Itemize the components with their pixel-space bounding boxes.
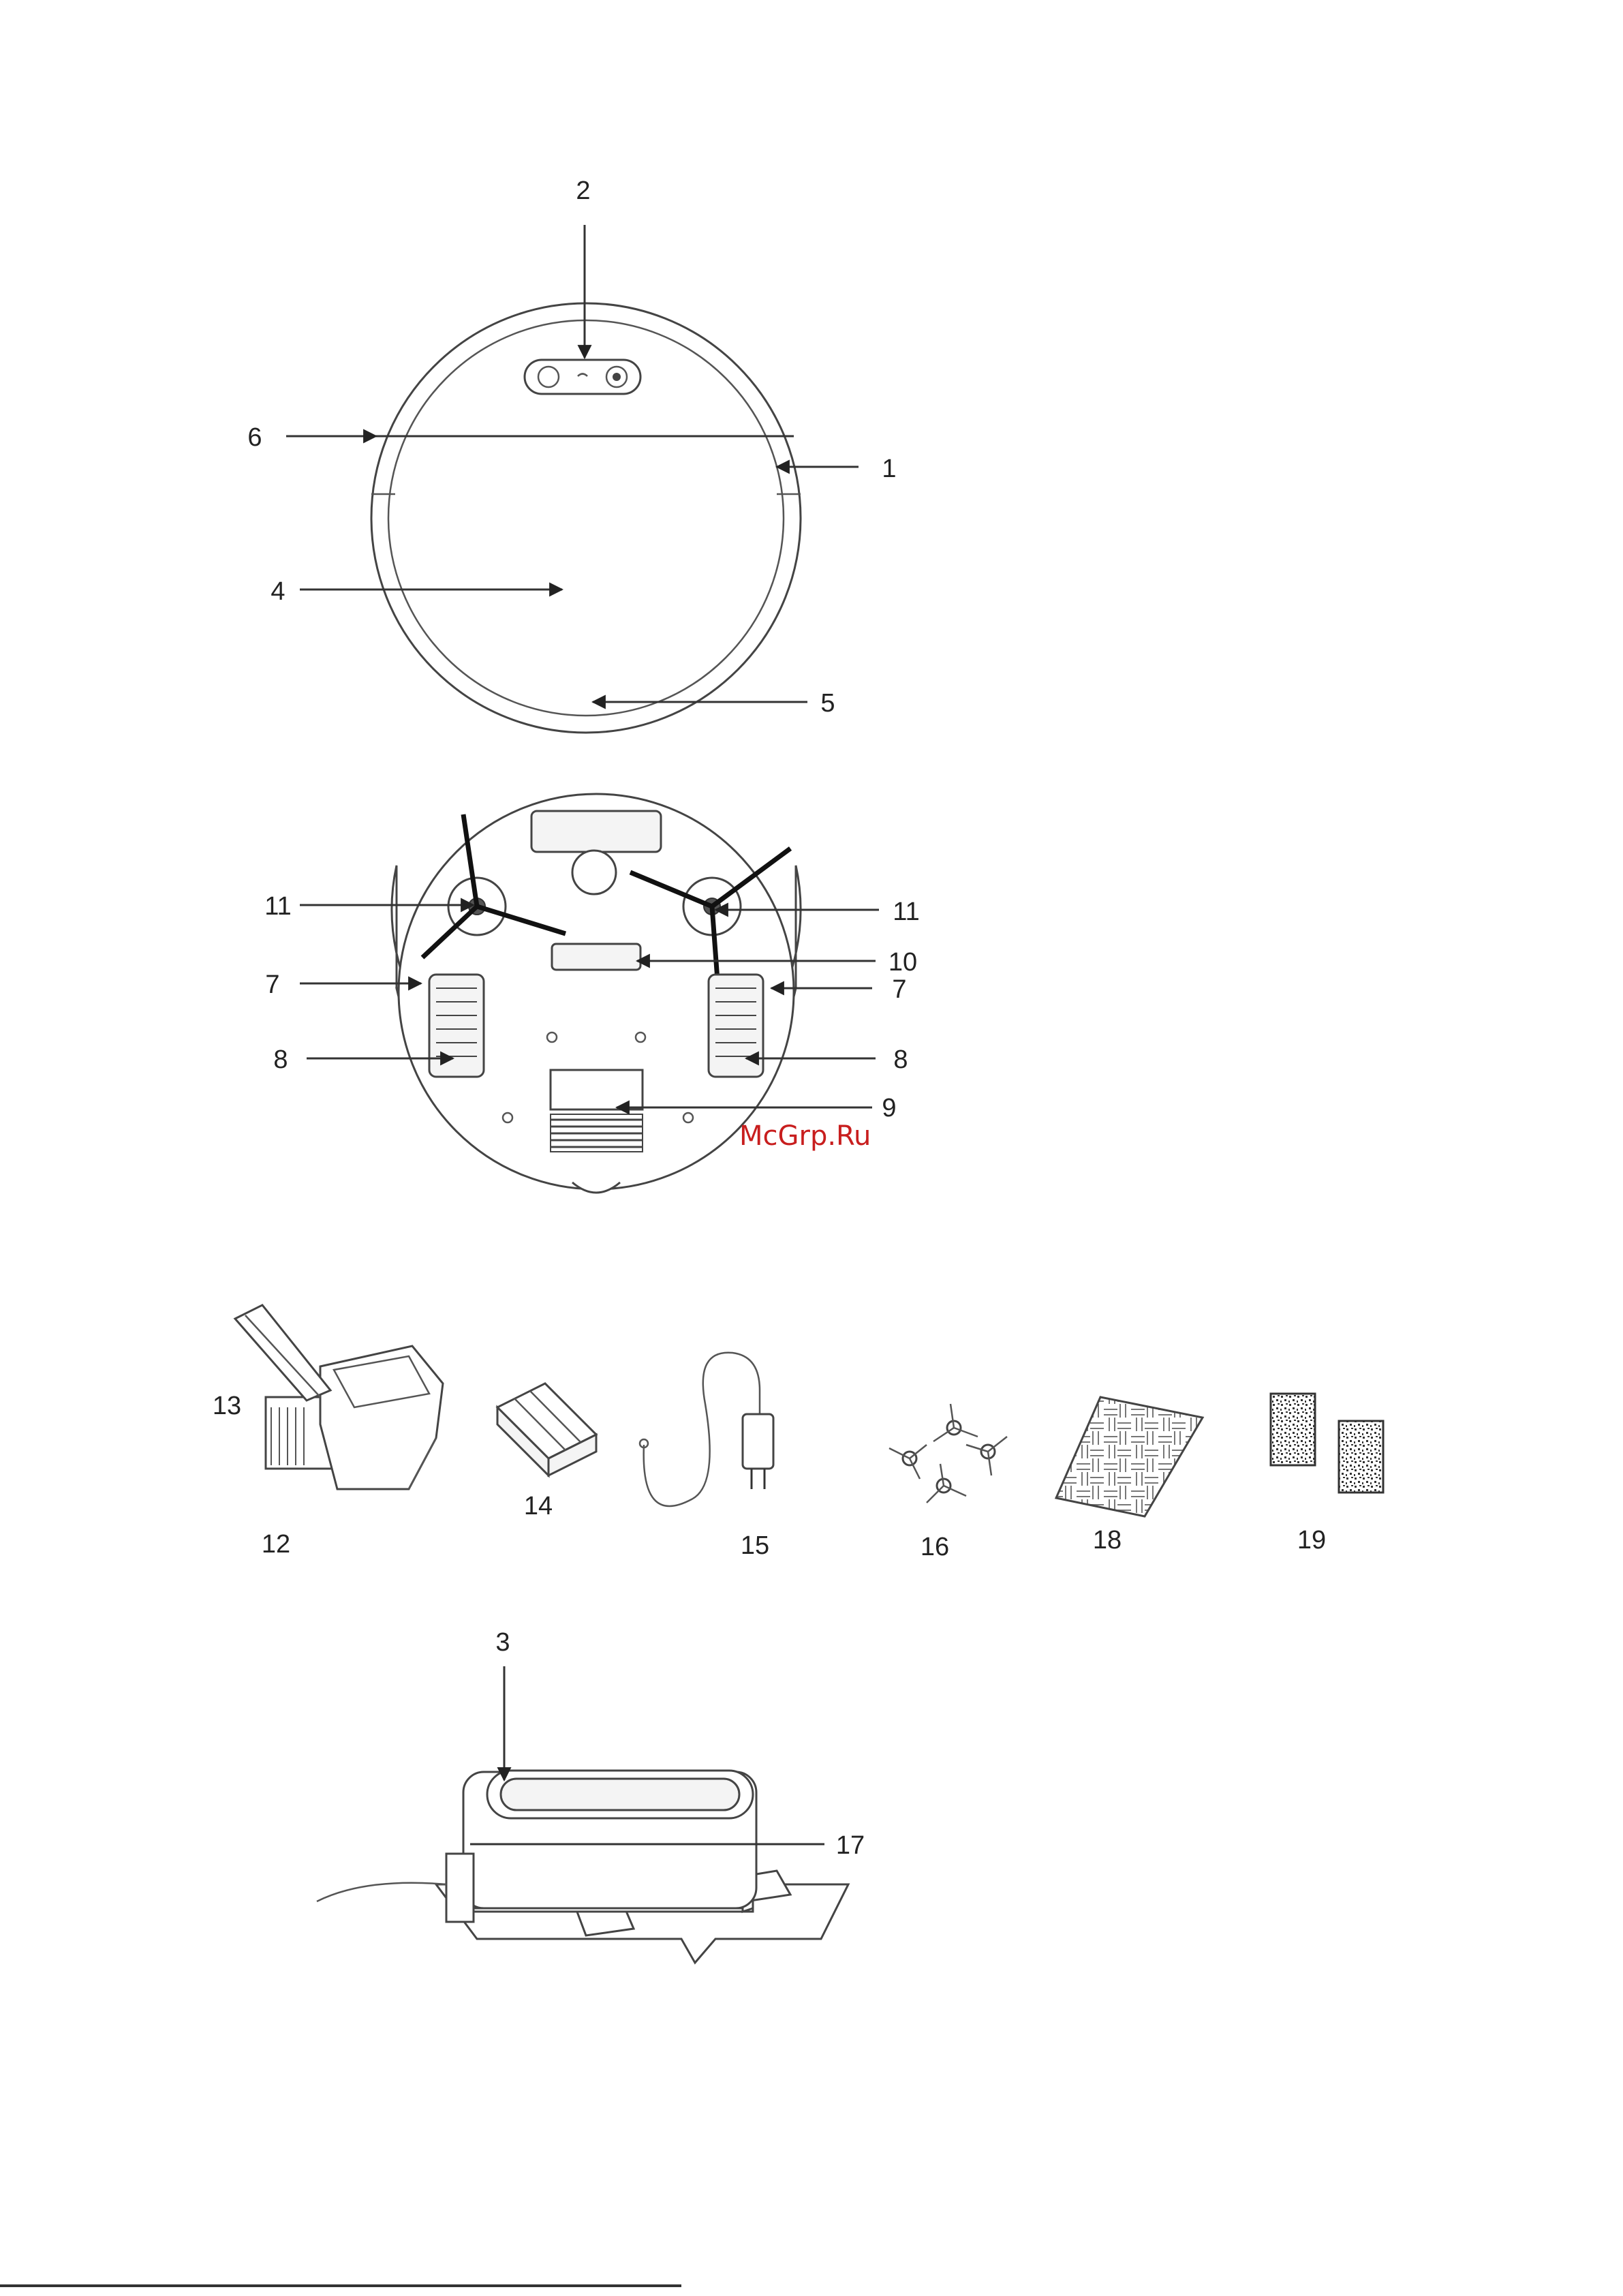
- front-caster-wheel: [572, 851, 616, 894]
- side-brush-spare-a: [933, 1404, 978, 1441]
- dock-cable-port: [446, 1854, 474, 1922]
- callout-2: 2: [576, 177, 591, 205]
- accessories-row: [213, 1305, 1383, 1561]
- spare-filter-b: [1339, 1421, 1383, 1493]
- air-vent-grille: [551, 1114, 643, 1152]
- callout-4: 4: [270, 577, 285, 606]
- callout-7-left: 7: [265, 970, 280, 999]
- callout-15: 15: [740, 1531, 770, 1560]
- battery-pack: [497, 1383, 596, 1520]
- mop-pad: [1056, 1397, 1203, 1555]
- side-brush-spare-c: [889, 1445, 927, 1479]
- callout-8-right: 8: [893, 1045, 908, 1074]
- callout-3: 3: [495, 1628, 510, 1657]
- spare-filter-a: [1271, 1394, 1315, 1465]
- charging-dock: [317, 1628, 865, 1963]
- callout-1: 1: [882, 455, 897, 483]
- main-brush-slot: [552, 944, 640, 970]
- callout-14: 14: [523, 1492, 553, 1520]
- drive-wheel-right: [709, 975, 763, 1077]
- callout-6: 6: [247, 423, 262, 452]
- side-brush-spare-b: [966, 1437, 1007, 1475]
- callout-5: 5: [820, 689, 835, 718]
- callout-11-left: 11: [264, 892, 292, 921]
- callout-10: 10: [888, 948, 918, 977]
- callout-8-left: 8: [273, 1045, 288, 1074]
- callout-7-right: 7: [892, 975, 907, 1004]
- charging-contacts: [531, 811, 661, 852]
- watermark: McGrp.Ru: [739, 1120, 871, 1152]
- rear-notch: [572, 1182, 620, 1193]
- callout-19: 19: [1297, 1526, 1327, 1555]
- battery-cover: [551, 1070, 643, 1109]
- callout-11-right: 11: [893, 898, 920, 926]
- power-adapter: [640, 1353, 773, 1560]
- dustbin-body: [320, 1346, 443, 1489]
- callout-18: 18: [1092, 1526, 1122, 1555]
- spare-filters: [1271, 1394, 1383, 1555]
- callout-16: 16: [920, 1533, 950, 1561]
- control-panel: [525, 360, 640, 394]
- side-brushes: [889, 1404, 1007, 1561]
- side-brush-spare-d: [927, 1464, 966, 1503]
- robot-top-view: [247, 177, 896, 733]
- dustbin-with-filter: [213, 1305, 443, 1559]
- adapter-plug: [743, 1414, 773, 1469]
- drive-wheel-left: [429, 975, 484, 1077]
- callout-9: 9: [882, 1094, 897, 1122]
- callout-17: 17: [835, 1831, 865, 1860]
- dock-indicator-strip: [501, 1779, 739, 1810]
- callout-12: 12: [261, 1530, 291, 1559]
- callout-13: 13: [212, 1392, 242, 1420]
- power-button-dot-icon: [613, 373, 621, 381]
